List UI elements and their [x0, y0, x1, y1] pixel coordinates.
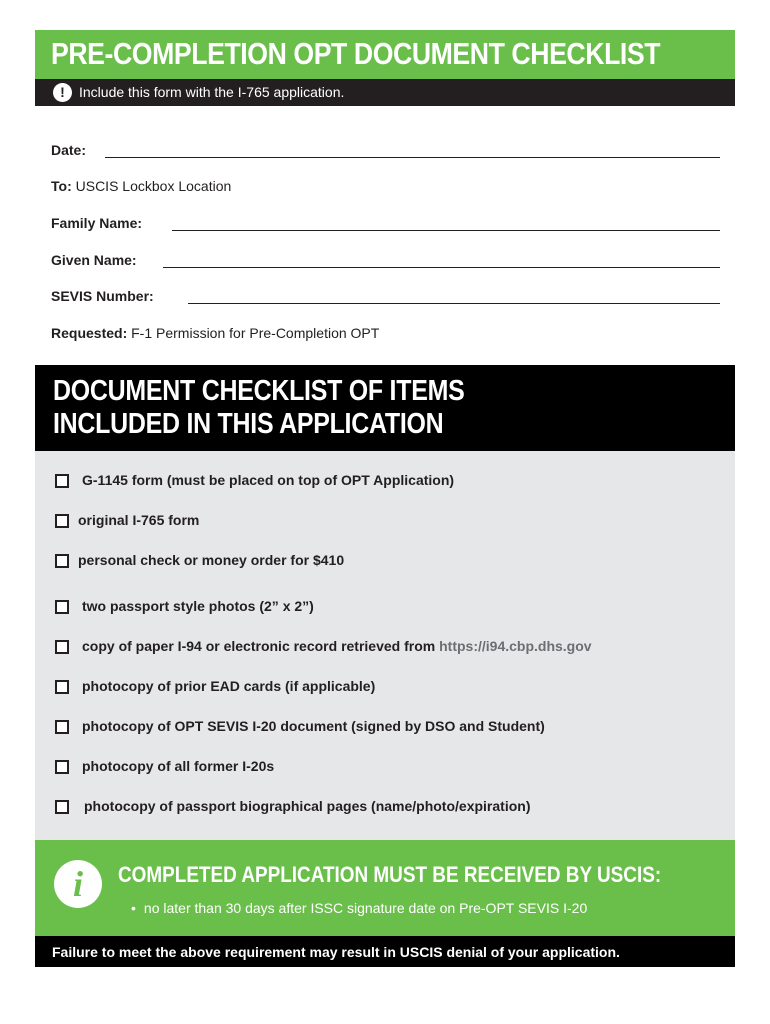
deadline-title: COMPLETED APPLICATION MUST BE RECEIVED BY USCIS:: [118, 862, 662, 887]
requested-row: [51, 325, 379, 345]
checklist-item-label: two passport style photos (2” x 2”): [82, 598, 314, 614]
checklist-item-label: photocopy of all former I-20s: [82, 758, 275, 774]
checklist-item-label: photocopy of prior EAD cards (if applicable): [82, 678, 376, 694]
to-value: USCIS Lockbox Location: [75, 178, 232, 194]
deadline-item: [131, 900, 587, 916]
checkbox-i765[interactable]: [55, 514, 69, 528]
checklist-item: [78, 552, 344, 572]
notice-text: Include this form with the I-765 application.: [79, 84, 345, 100]
to-field-row: [51, 178, 231, 198]
sevis-number-field[interactable]: [188, 303, 720, 304]
exclamation-icon: !: [53, 83, 72, 102]
checklist-panel: [35, 451, 735, 840]
date-label: Date:: [51, 142, 87, 158]
bullet-icon: •: [131, 900, 136, 916]
date-field-row: [51, 142, 86, 162]
title-banner: [35, 30, 735, 79]
checklist-item-label: personal check or money order for $410: [78, 552, 345, 568]
checklist-item: [84, 798, 530, 818]
checklist-heading-line-1: DOCUMENT CHECKLIST OF ITEMS: [53, 375, 465, 407]
checklist-item-label: original I-765 form: [78, 512, 200, 528]
requested-label: Requested:: [51, 325, 128, 341]
checkbox-i94[interactable]: [55, 640, 69, 654]
checklist-item-label: G-1145 form (must be placed on top of OPT Application): [82, 472, 455, 488]
notice-bar: [35, 79, 735, 106]
given-name-label: Given Name:: [51, 252, 137, 268]
info-icon: i: [54, 860, 102, 908]
family-name-label: Family Name:: [51, 215, 143, 231]
to-label: To:: [51, 178, 72, 194]
checklist-item: [82, 638, 592, 658]
footer-warning-text: Failure to meet the above requirement may result in USCIS denial of your application.: [52, 944, 620, 960]
family-name-field[interactable]: [172, 230, 720, 231]
checkbox-photos[interactable]: [55, 600, 69, 614]
given-name-field[interactable]: [163, 267, 720, 268]
page-title: PRE-COMPLETION OPT DOCUMENT CHECKLIST: [51, 36, 661, 71]
family-name-row: [51, 215, 142, 235]
checklist-heading: [35, 365, 735, 451]
sevis-number-label: SEVIS Number:: [51, 288, 154, 304]
footer-warning: [35, 936, 735, 967]
checkbox-sevis-i20[interactable]: [55, 720, 69, 734]
checklist-item-label: copy of paper I-94 or electronic record retrieved from: [82, 638, 440, 654]
deadline-box: [35, 840, 735, 936]
checkbox-passport[interactable]: [55, 800, 69, 814]
checklist-item: [82, 758, 274, 778]
checklist-heading-line-2: INCLUDED IN THIS APPLICATION: [53, 408, 444, 440]
checkbox-former-i20s[interactable]: [55, 760, 69, 774]
deadline-item-text: no later than 30 days after ISSC signature date on Pre-OPT SEVIS I-20: [143, 900, 588, 916]
sevis-number-row: [51, 288, 154, 308]
requested-value: F-1 Permission for Pre-Completion OPT: [131, 325, 380, 341]
checkbox-ead[interactable]: [55, 680, 69, 694]
date-field[interactable]: [105, 157, 720, 158]
i94-link[interactable]: https://i94.cbp.dhs.gov: [439, 638, 592, 654]
checklist-item: [82, 718, 545, 738]
checkbox-g1145[interactable]: [55, 474, 69, 488]
given-name-row: [51, 252, 137, 272]
checklist-item: [82, 598, 314, 618]
checklist-item: [82, 472, 454, 492]
checklist-item-label: photocopy of passport biographical pages (name/photo/expiration): [84, 798, 531, 814]
checklist-item: [82, 678, 375, 698]
checklist-item: [78, 512, 199, 532]
checkbox-payment[interactable]: [55, 554, 69, 568]
checklist-item-label: photocopy of OPT SEVIS I-20 document (signed by DSO and Student): [82, 718, 545, 734]
